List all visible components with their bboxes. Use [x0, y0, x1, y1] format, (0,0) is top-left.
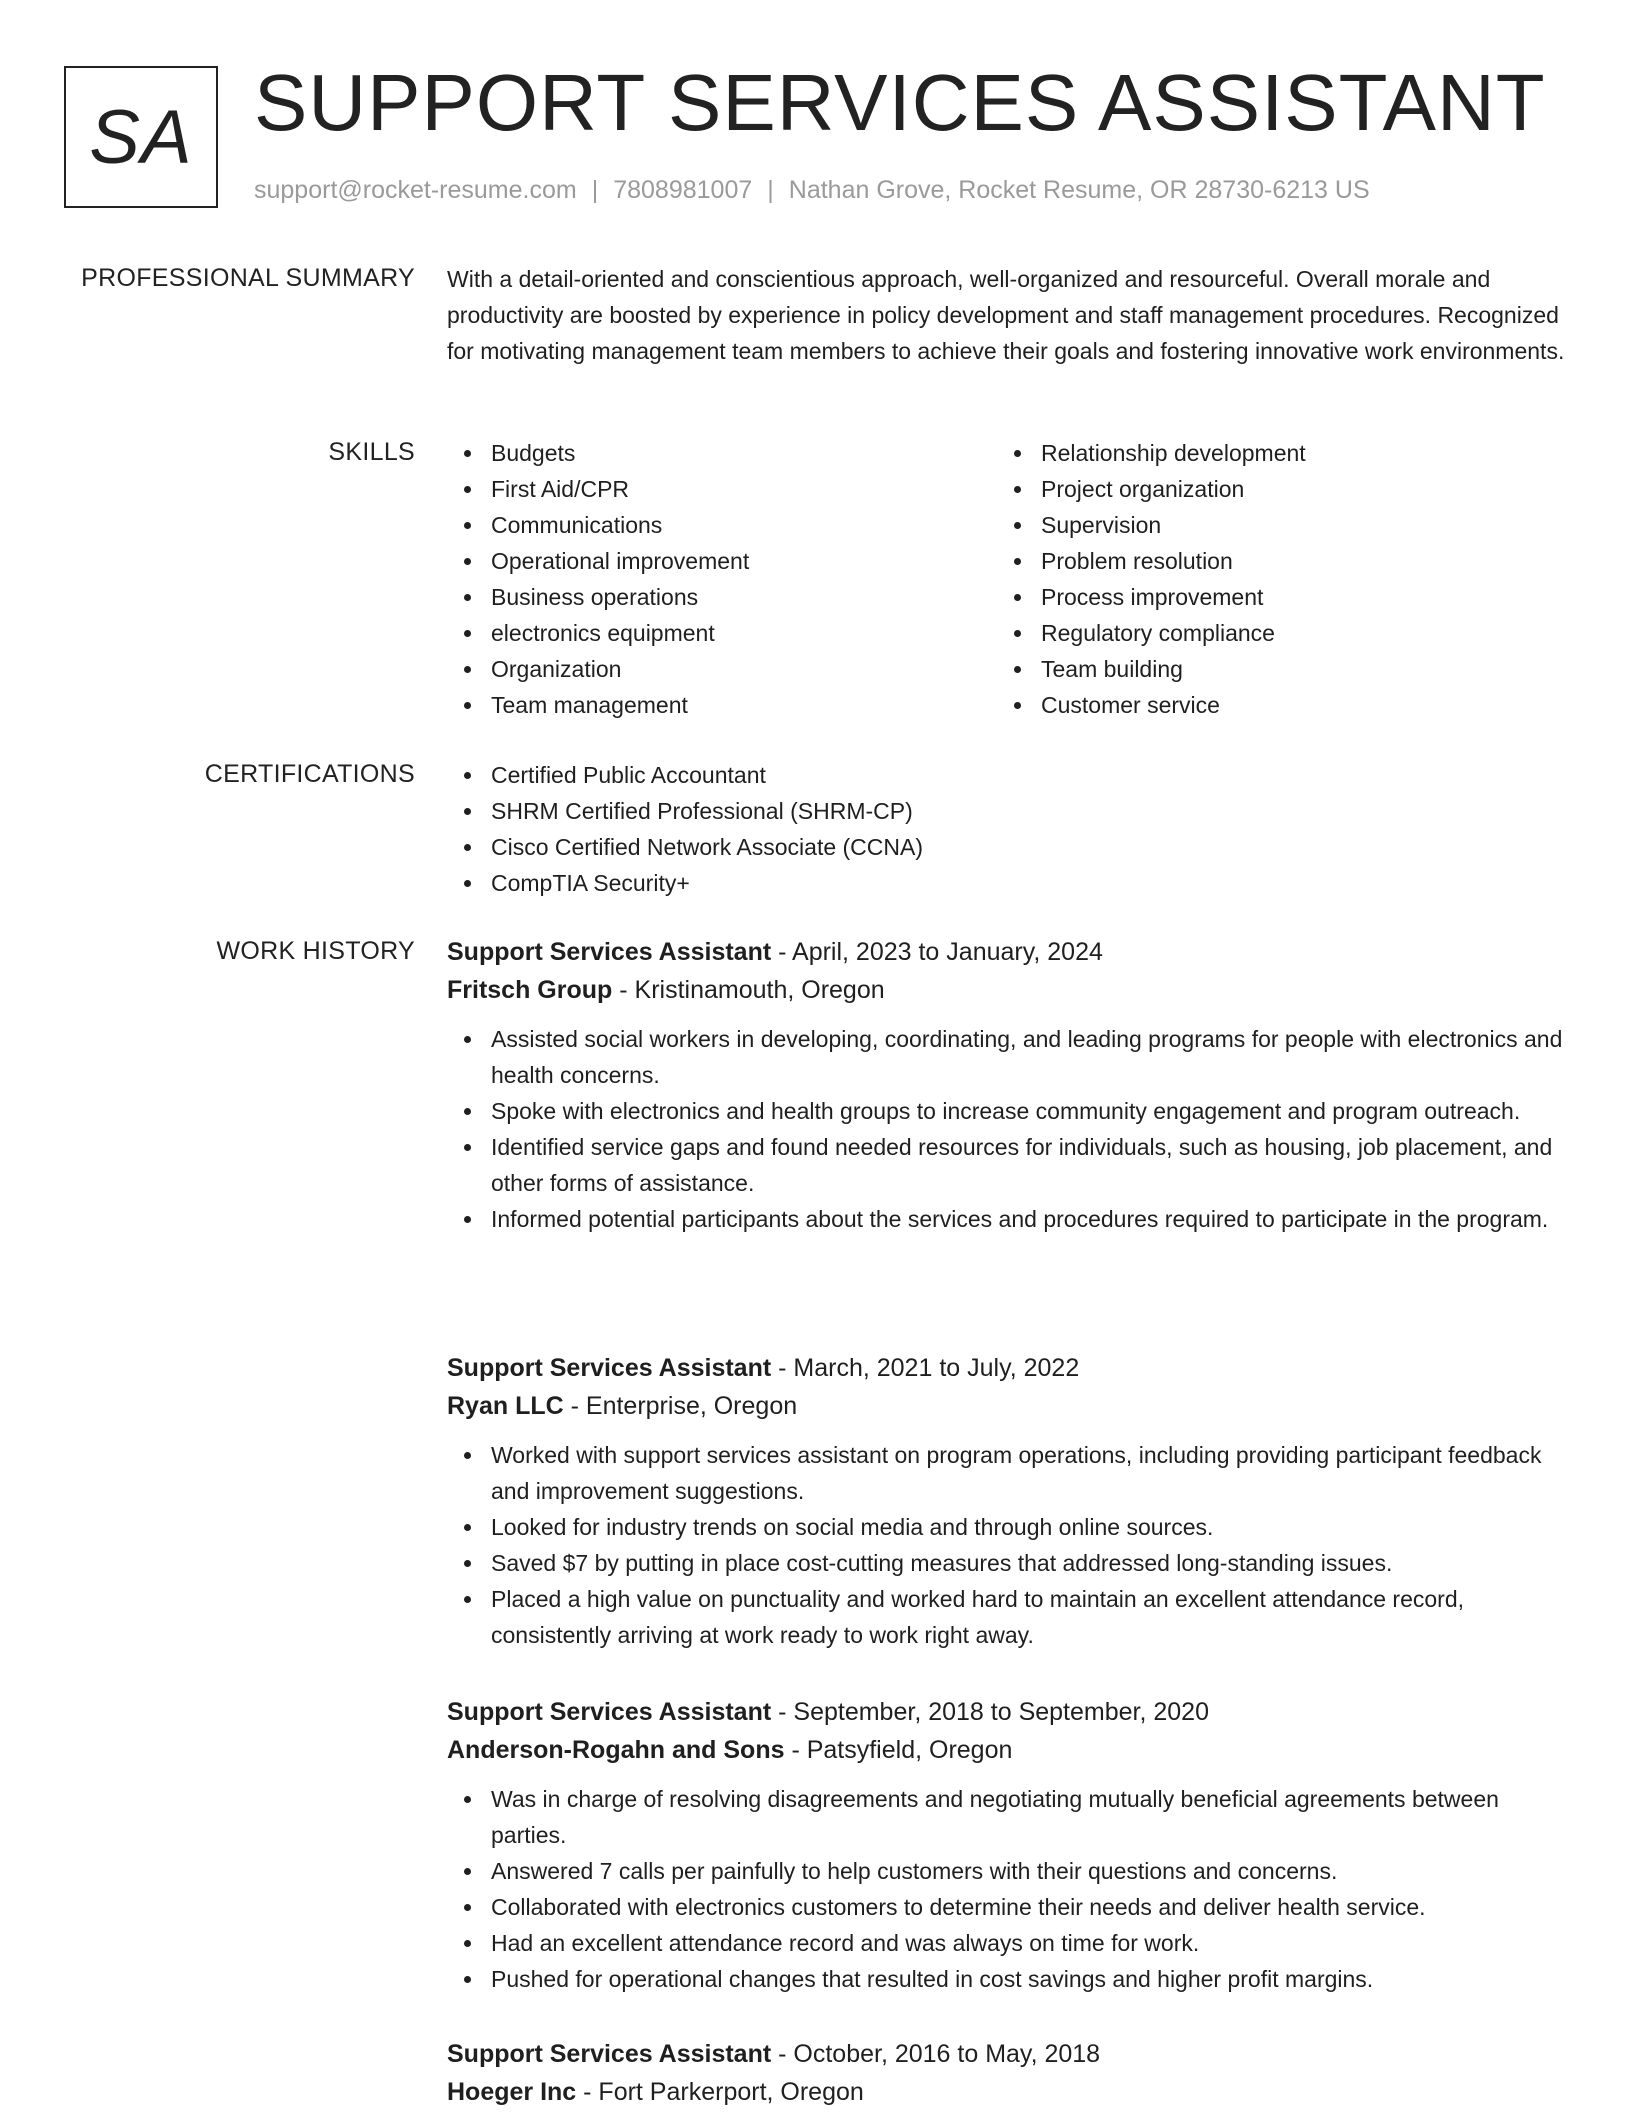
contact-separator: | — [767, 176, 774, 204]
job-bullet: Looked for industry trends on social media and through online sources. — [447, 1509, 1567, 1545]
job-dates: - September, 2018 to September, 2020 — [771, 1698, 1209, 1726]
job-dates: - October, 2016 to May, 2018 — [771, 2040, 1101, 2068]
job-title: Support Services Assistant — [447, 1354, 772, 1382]
job-bullet: Was in charge of resolving disagreements and negotiating mutually beneficial agreements between parties. — [447, 1781, 1567, 1853]
job-title: Support Services Assistant — [447, 2040, 772, 2068]
job-location: - Enterprise, Oregon — [563, 1392, 798, 1420]
skill-item: Team building — [997, 651, 1537, 687]
job-bullet: Assisted social workers in developing, coordinating, and leading programs for people with electronics and health concerns. — [447, 1021, 1567, 1093]
skill-item: Project organization — [997, 471, 1537, 507]
job-bullet: Identified service gaps and found needed resources for individuals, such as housing, job placement, and other forms of assistance. — [447, 1129, 1567, 1201]
skill-item: Communications — [447, 507, 987, 543]
job-location: - Patsyfield, Oregon — [784, 1736, 1013, 1764]
job-entry — [447, 933, 1567, 1237]
resume-title: SUPPORT SERVICES ASSISTANT — [254, 58, 1546, 147]
job-title-line — [447, 2035, 1567, 2073]
job-company-line — [447, 1387, 1567, 1425]
skill-item: Customer service — [997, 687, 1537, 723]
job-bullet: Had an excellent attendance record and was always on time for work. — [447, 1925, 1567, 1961]
summary-text: With a detail-oriented and conscientious approach, well-organized and resourceful. Overall morale and productivity are boosted by experience in policy development and staff management procedures. Recognized for motivating management team members to achieve their goals and fostering innovative work environments. — [447, 266, 1565, 364]
certification-item: CompTIA Security+ — [447, 865, 1567, 901]
skill-item: Problem resolution — [997, 543, 1537, 579]
job-company-line — [447, 2073, 1567, 2111]
job-company: Anderson-Rogahn and Sons — [447, 1736, 785, 1764]
certification-item: SHRM Certified Professional (SHRM-CP) — [447, 793, 1567, 829]
job-bullet: Worked with support services assistant on program operations, including providing participant feedback and improvement suggestions. — [447, 1437, 1567, 1509]
skills-list-left — [447, 435, 987, 723]
job-location: - Kristinamouth, Oregon — [612, 976, 885, 1004]
job-bullet: Informed potential participants about the services and procedures required to participate in the program. — [447, 1201, 1567, 1237]
skill-item: Process improvement — [997, 579, 1537, 615]
skills-list-right — [997, 435, 1537, 723]
contact-address: Nathan Grove, Rocket Resume, OR 28730-6213 US — [788, 176, 1370, 204]
contact-email[interactable]: support@rocket-resume.com — [254, 176, 577, 204]
certification-item: Certified Public Accountant — [447, 757, 1567, 793]
contact-separator: | — [591, 176, 599, 204]
job-bullets — [447, 1781, 1567, 1997]
skill-item: Supervision — [997, 507, 1537, 543]
job-entry — [447, 1349, 1567, 1653]
job-company-line — [447, 971, 1567, 1009]
job-title-line — [447, 933, 1567, 971]
contact-line — [254, 174, 1370, 206]
job-company: Hoeger Inc — [447, 2078, 577, 2106]
section-label-summary: PROFESSIONAL SUMMARY — [81, 264, 415, 292]
job-company: Ryan LLC — [447, 1392, 564, 1420]
skill-item: Business operations — [447, 579, 987, 615]
section-label-skills: SKILLS — [328, 438, 415, 466]
job-dates: - March, 2021 to July, 2022 — [771, 1354, 1080, 1382]
monogram-logo: SA — [64, 66, 218, 208]
job-bullet: Collaborated with electronics customers to determine their needs and deliver health service. — [447, 1889, 1567, 1925]
skill-item: Organization — [447, 651, 987, 687]
skill-item: Operational improvement — [447, 543, 987, 579]
job-entry — [447, 1693, 1567, 1997]
section-label-certifications: CERTIFICATIONS — [204, 760, 415, 788]
job-title: Support Services Assistant — [447, 938, 772, 966]
job-bullet: Answered 7 calls per painfully to help customers with their questions and concerns. — [447, 1853, 1567, 1889]
certification-item: Cisco Certified Network Associate (CCNA) — [447, 829, 1567, 865]
job-bullet: Placed a high value on punctuality and worked hard to maintain an excellent attendance record, consistently arriving at work ready to work right away. — [447, 1581, 1567, 1653]
job-title-line — [447, 1693, 1567, 1731]
job-entry — [447, 2035, 1567, 2111]
job-bullet: Spoke with electronics and health groups to increase community engagement and program outreach. — [447, 1093, 1567, 1129]
job-location: - Fort Parkerport, Oregon — [576, 2078, 864, 2106]
skill-item: Team management — [447, 687, 987, 723]
section-label-work-history: WORK HISTORY — [216, 937, 415, 965]
job-title-line — [447, 1349, 1567, 1387]
job-bullets — [447, 1437, 1567, 1653]
certifications-list — [447, 757, 1567, 901]
job-dates: - April, 2023 to January, 2024 — [771, 938, 1103, 966]
job-bullets — [447, 1021, 1567, 1237]
job-title: Support Services Assistant — [447, 1698, 772, 1726]
job-bullet: Pushed for operational changes that resulted in cost savings and higher profit margins. — [447, 1961, 1567, 1997]
skill-item: Relationship development — [997, 435, 1537, 471]
job-bullet: Saved $7 by putting in place cost-cutting measures that addressed long-standing issues. — [447, 1545, 1567, 1581]
job-company-line — [447, 1731, 1567, 1769]
skill-item: First Aid/CPR — [447, 471, 987, 507]
skill-item: electronics equipment — [447, 615, 987, 651]
contact-phone: 7808981007 — [613, 176, 753, 204]
job-company: Fritsch Group — [447, 976, 613, 1004]
skill-item: Regulatory compliance — [997, 615, 1537, 651]
skill-item: Budgets — [447, 435, 987, 471]
